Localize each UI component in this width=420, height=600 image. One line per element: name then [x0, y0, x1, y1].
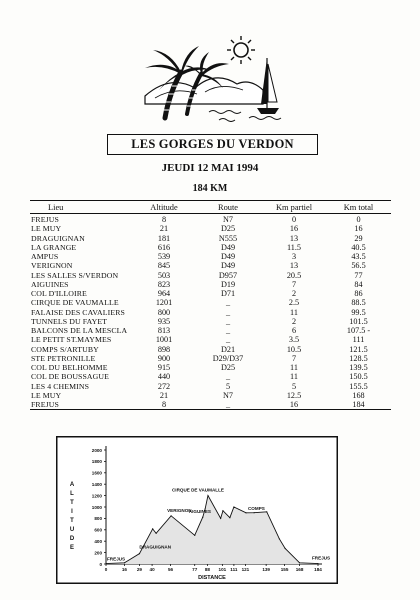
table-row — [30, 363, 391, 372]
route-table — [30, 200, 391, 410]
cell-km-total: 107.5 - — [346, 326, 371, 336]
cell-km-partiel: 5 — [291, 381, 297, 391]
x-tick-label: 77 — [192, 567, 198, 572]
profile-point — [220, 518, 221, 519]
cell-km-total: 56.5 — [351, 261, 366, 271]
cell-km-total: 16 — [354, 224, 363, 234]
cell-altitude: 1001 — [155, 335, 173, 345]
profile-point — [194, 535, 195, 536]
elevation-profile-chart — [56, 436, 338, 584]
cell-route: D957 — [218, 270, 238, 280]
table-row — [30, 345, 391, 354]
cell-route: _ — [225, 298, 231, 308]
table-row — [30, 243, 391, 252]
cell-route: _ — [225, 335, 231, 345]
cell-lieu: FREJUS — [30, 400, 134, 410]
cell-route: N7 — [222, 215, 233, 225]
y-tick-label: 200 — [94, 550, 102, 556]
cell-altitude: 935 — [157, 316, 171, 326]
cell-altitude: 1201 — [155, 298, 173, 308]
cell-altitude: 181 — [157, 233, 171, 243]
cell-km-partiel: 20.5 — [286, 270, 302, 280]
cell-altitude: 539 — [157, 252, 171, 262]
cell-km-total: 88.5 — [351, 298, 366, 308]
cell-route: D25 — [220, 224, 236, 234]
cell-km-total: 86 — [354, 289, 363, 299]
profile-point — [156, 533, 157, 534]
cell-altitude: 8 — [134, 400, 194, 410]
sailboat-icon — [257, 58, 279, 114]
y-axis-label-letter: T — [70, 518, 74, 524]
profile-point — [245, 512, 246, 513]
cell-km-partiel: 2 — [291, 316, 297, 326]
table-row — [30, 400, 391, 410]
cell-altitude: 915 — [157, 363, 171, 373]
cell-km-partiel: 0 — [291, 215, 297, 225]
profile-point — [152, 528, 153, 529]
y-tick-label: 600 — [94, 527, 102, 533]
table-header-row — [30, 201, 391, 214]
cell-route: D49 — [220, 261, 236, 271]
profile-point — [105, 563, 106, 564]
cell-km-partiel: 6 — [291, 326, 297, 336]
y-axis-label-letter: E — [69, 545, 75, 551]
y-tick-label: 1600 — [91, 470, 102, 476]
cell-lieu: DRAGUIGNAN — [31, 233, 85, 243]
cell-km-total: 101.5 — [349, 316, 368, 326]
cell-route: 5 — [225, 381, 231, 391]
page-title-text: LES GORGES DU VERDON — [131, 137, 294, 151]
table-row — [30, 252, 391, 261]
cell-km-total: 184 — [326, 400, 391, 410]
y-tick-label: 1200 — [91, 493, 102, 499]
cell-km-total: 77 — [354, 270, 363, 280]
cell-lieu: COL DE BOUSSAGUE — [31, 372, 109, 382]
column-header-altitude: Altitude — [134, 201, 194, 214]
cell-route: D25 — [220, 363, 236, 373]
cell-km-total: 40.5 — [351, 242, 366, 252]
cell-km-total: 84 — [354, 279, 363, 289]
cell-lieu: BALCONS DE LA MESCLA — [31, 326, 128, 336]
table-row — [30, 271, 391, 280]
page-title — [107, 134, 318, 155]
sun-icon — [234, 43, 248, 57]
cell-km-total: 150.5 — [349, 372, 368, 382]
cell-lieu: TUNNELS DU FAYET — [31, 316, 108, 326]
profile-point — [299, 562, 300, 563]
cell-km-total: 121.5 — [349, 344, 368, 354]
cell-km-total: 111 — [352, 335, 365, 345]
cell-km-partiel: 3 — [291, 252, 297, 262]
cell-lieu: LE MUY — [31, 390, 62, 400]
profile-point — [207, 495, 208, 496]
cell-km-total: 0 — [356, 215, 361, 225]
table-row — [30, 280, 391, 289]
y-tick-label: 2000 — [91, 447, 102, 453]
column-header-lieu: Lieu — [30, 201, 134, 214]
y-tick-label: 1800 — [91, 459, 102, 465]
place-label: CIRQUE DE VAUMALLE — [171, 487, 224, 493]
x-tick-label: 111 — [230, 567, 238, 572]
place-label: VERIGNON — [167, 507, 192, 513]
cell-km-partiel: 11 — [290, 363, 298, 373]
profile-point — [202, 516, 203, 517]
cell-km-partiel: 11 — [290, 372, 298, 382]
cell-altitude: 440 — [157, 372, 171, 382]
place-label: DRAGUIGNAN — [139, 544, 172, 550]
y-axis-label-letter: T — [70, 500, 74, 506]
cell-route: _ — [225, 307, 231, 317]
route-table-body — [30, 214, 391, 410]
cell-lieu: LA GRANGE — [31, 242, 77, 252]
x-tick-label: 101 — [218, 567, 227, 572]
place-label: FREJUS — [107, 556, 126, 562]
table-row — [30, 391, 391, 400]
cell-lieu: LES 4 CHEMINS — [31, 381, 90, 391]
page-date: JEUDI 12 MAI 1994 — [161, 162, 259, 174]
cell-lieu: LE PETIT ST.MAYMES — [31, 335, 112, 345]
place-label: COMPS — [247, 505, 265, 511]
cell-km-partiel: 7 — [291, 279, 297, 289]
cell-km-partiel: 2.5 — [288, 298, 300, 308]
cell-km-partiel: 16 — [262, 400, 326, 410]
cell-lieu: LES SALLES S/VERDON — [31, 270, 119, 280]
cell-altitude: 813 — [157, 326, 171, 336]
x-tick-label: 0 — [104, 567, 108, 572]
table-row — [30, 224, 391, 233]
cell-km-total: 99.5 — [351, 307, 366, 317]
x-tick-label: 29 — [136, 567, 142, 572]
cell-altitude: 21 — [159, 224, 169, 234]
cell-km-total: 128.5 — [349, 353, 368, 363]
cell-route: D19 — [220, 279, 236, 289]
cell-km-partiel: 2 — [291, 289, 297, 299]
table-row — [30, 335, 391, 344]
cell-km-partiel: 3.5 — [288, 335, 300, 345]
y-axis-label-letter: D — [69, 536, 75, 542]
place-label: AIGUINES — [188, 509, 212, 515]
profile-point — [266, 511, 267, 512]
cell-km-partiel: 13 — [289, 261, 299, 271]
y-axis-label-letter: A — [69, 482, 75, 488]
cell-route: N7 — [222, 390, 233, 400]
cell-altitude: 964 — [157, 289, 171, 299]
cell-route: D21 — [220, 344, 236, 354]
palm-tree-sailboat-logo — [125, 34, 285, 122]
cell-altitude: 898 — [157, 344, 171, 354]
cell-altitude: 272 — [157, 381, 171, 391]
cell-route: N555 — [218, 233, 238, 243]
cell-lieu: COMPS S/ARTUBY — [31, 344, 99, 354]
cell-altitude: 503 — [157, 270, 171, 280]
cell-altitude: 8 — [161, 215, 167, 225]
cell-route: D49 — [220, 242, 236, 252]
x-tick-label: 139 — [262, 567, 270, 572]
profile-point — [279, 538, 280, 539]
cell-altitude: 900 — [157, 353, 171, 363]
profile-point — [139, 553, 140, 554]
cell-lieu: LE MUY — [31, 224, 62, 234]
x-tick-label: 155 — [280, 567, 289, 572]
cell-lieu: AMPUS — [31, 252, 59, 262]
table-row — [30, 261, 391, 270]
cell-route: D29/D37 — [212, 353, 244, 363]
cell-km-total: 29 — [354, 233, 363, 243]
cell-route: D49 — [220, 252, 236, 262]
hills — [145, 78, 263, 104]
y-axis-label-letter: U — [69, 527, 75, 533]
sun-rays — [227, 36, 255, 64]
profile-point — [233, 506, 234, 507]
table-row — [30, 214, 391, 225]
column-header-km-partiel: Km partiel — [262, 201, 326, 214]
table-row — [30, 298, 391, 307]
cell-route: D71 — [220, 289, 236, 299]
table-row — [30, 234, 391, 243]
cell-km-total: 155.5 — [349, 381, 368, 391]
y-tick-label: 1000 — [91, 504, 102, 510]
x-tick-label: 56 — [167, 567, 174, 572]
profile-point — [253, 512, 254, 513]
x-axis-label: DISTANCE — [198, 575, 226, 581]
cell-altitude: 845 — [157, 261, 171, 271]
cell-km-partiel: 11.5 — [286, 242, 302, 252]
profile-point — [170, 515, 171, 516]
cell-km-total: 139.5 — [349, 363, 368, 373]
y-tick-label: 1400 — [91, 482, 102, 487]
table-row — [30, 354, 391, 363]
cell-lieu: CIRQUE DE VAUMALLE — [31, 298, 119, 308]
y-tick-label: 800 — [94, 516, 102, 522]
x-tick-label: 16 — [121, 567, 127, 572]
y-tick-label: 0 — [99, 561, 102, 567]
cell-km-partiel: 10.5 — [286, 344, 302, 354]
place-label: FREJUS — [312, 555, 331, 561]
profile-point — [317, 563, 318, 564]
x-tick-label: 184 — [314, 567, 322, 572]
table-row — [30, 317, 391, 326]
profile-point — [222, 510, 223, 511]
cell-km-partiel: 7 — [291, 353, 297, 363]
cell-lieu: VERIGNON — [31, 261, 73, 271]
cell-km-total: 168 — [352, 390, 365, 400]
cell-lieu: AIGUINES — [31, 279, 69, 289]
y-axis-label-letter: I — [71, 509, 73, 515]
table-row — [30, 308, 391, 317]
table-row — [30, 382, 391, 391]
y-axis-label-letter: L — [70, 491, 74, 497]
x-tick-label: 88 — [204, 567, 210, 572]
cell-altitude: 823 — [157, 279, 171, 289]
cell-altitude: 21 — [159, 390, 169, 400]
cell-altitude: 616 — [157, 242, 171, 252]
total-distance: 184 KM — [192, 183, 228, 194]
cell-km-partiel: 13 — [289, 233, 299, 243]
cell-route: _ — [194, 400, 262, 410]
cell-lieu: COL D'ILLOIRE — [31, 289, 87, 299]
x-tick-label: 40 — [149, 567, 155, 572]
column-header-km-total: Km total — [326, 201, 391, 214]
cell-km-partiel: 11 — [290, 307, 298, 317]
cell-lieu: FALAISE DES CAVALIERS — [31, 307, 125, 317]
cell-lieu: COL DU BELHOMME — [31, 363, 108, 373]
x-tick-label: 168 — [295, 567, 304, 572]
cell-route: _ — [225, 326, 231, 336]
profile-point — [285, 548, 286, 549]
cell-km-partiel: 16 — [289, 224, 299, 234]
y-tick-label: 400 — [94, 539, 102, 544]
cell-lieu: FREJUS — [31, 215, 59, 225]
table-row — [30, 289, 391, 298]
table-row — [30, 372, 391, 381]
cell-altitude: 800 — [157, 307, 171, 317]
table-row — [30, 326, 391, 335]
column-header-route: Route — [194, 201, 262, 214]
profile-point — [229, 517, 230, 518]
cell-route: _ — [225, 316, 231, 326]
cell-route: _ — [225, 372, 231, 382]
cell-km-partiel: 12.5 — [286, 390, 302, 400]
cell-km-total: 43.5 — [351, 252, 366, 262]
profile-point — [124, 562, 125, 563]
x-tick-label: 121 — [241, 567, 250, 572]
cell-lieu: STE PETRONILLE — [31, 353, 96, 363]
